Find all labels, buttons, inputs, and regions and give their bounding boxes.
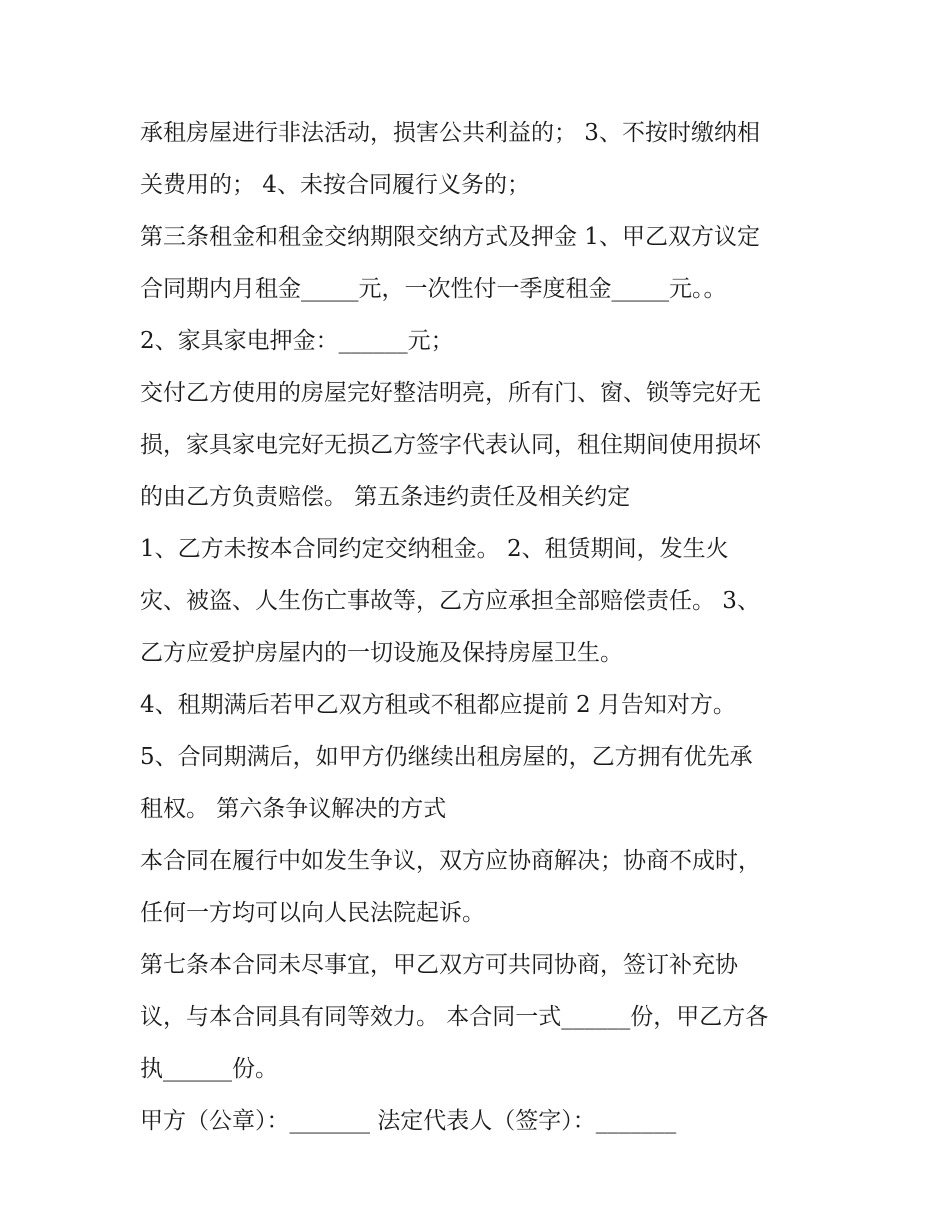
- text-line: 第三条租金和租金交纳期限交纳方式及押金 1、甲乙双方议定: [140, 224, 760, 250]
- signature-line: 甲方（公章）：_______ 法定代表人（签字）：_______: [140, 1108, 677, 1134]
- text-line: 合同期内月租金_____元，一次性付一季度租金_____元。。: [140, 276, 727, 302]
- text-line: 1、乙方未按本合同约定交纳租金。 2、租赁期间，发生火: [140, 536, 729, 562]
- text-line: 灾、被盗、人生伤亡事故等，乙方应承担全部赔偿责任。 3、: [140, 588, 760, 614]
- text-line: 的由乙方负责赔偿。 第五条违约责任及相关约定: [140, 484, 631, 510]
- text-line: 执______份。: [140, 1056, 278, 1082]
- text-line: 4、租期满后若甲乙双方租或不租都应提前 2 月告知对方。: [140, 692, 736, 718]
- text-line: 任何一方均可以向人民法院起诉。: [140, 900, 485, 926]
- text-line: 本合同在履行中如发生争议，双方应协商解决；协商不成时，: [140, 848, 761, 874]
- text-line: 2、家具家电押金：______元；: [140, 328, 454, 354]
- contract-text: [140, 107, 820, 1147]
- text-line: 损，家具家电完好无损乙方签字代表认同，租住期间使用损坏: [140, 432, 761, 458]
- text-line: 租权。 第六条争议解决的方式: [140, 796, 447, 822]
- text-line: 议，与本合同具有同等效力。 本合同一式______份，甲乙方各: [140, 1004, 769, 1030]
- text-line: 承租房屋进行非法活动，损害公共利益的； 3、不按时缴纳相: [140, 120, 760, 146]
- text-line: 关费用的； 4、未按合同履行义务的；: [140, 172, 530, 198]
- text-line: 5、合同期满后，如甲方仍继续出租房屋的，乙方拥有优先承: [140, 744, 753, 770]
- text-line: 乙方应爱护房屋内的一切设施及保持房屋卫生。: [140, 640, 623, 666]
- text-line: 第七条本合同未尽事宜，甲乙双方可共同协商，签订补充协: [140, 952, 738, 978]
- text-line: 交付乙方使用的房屋完好整洁明亮，所有门、窗、锁等完好无: [140, 380, 761, 406]
